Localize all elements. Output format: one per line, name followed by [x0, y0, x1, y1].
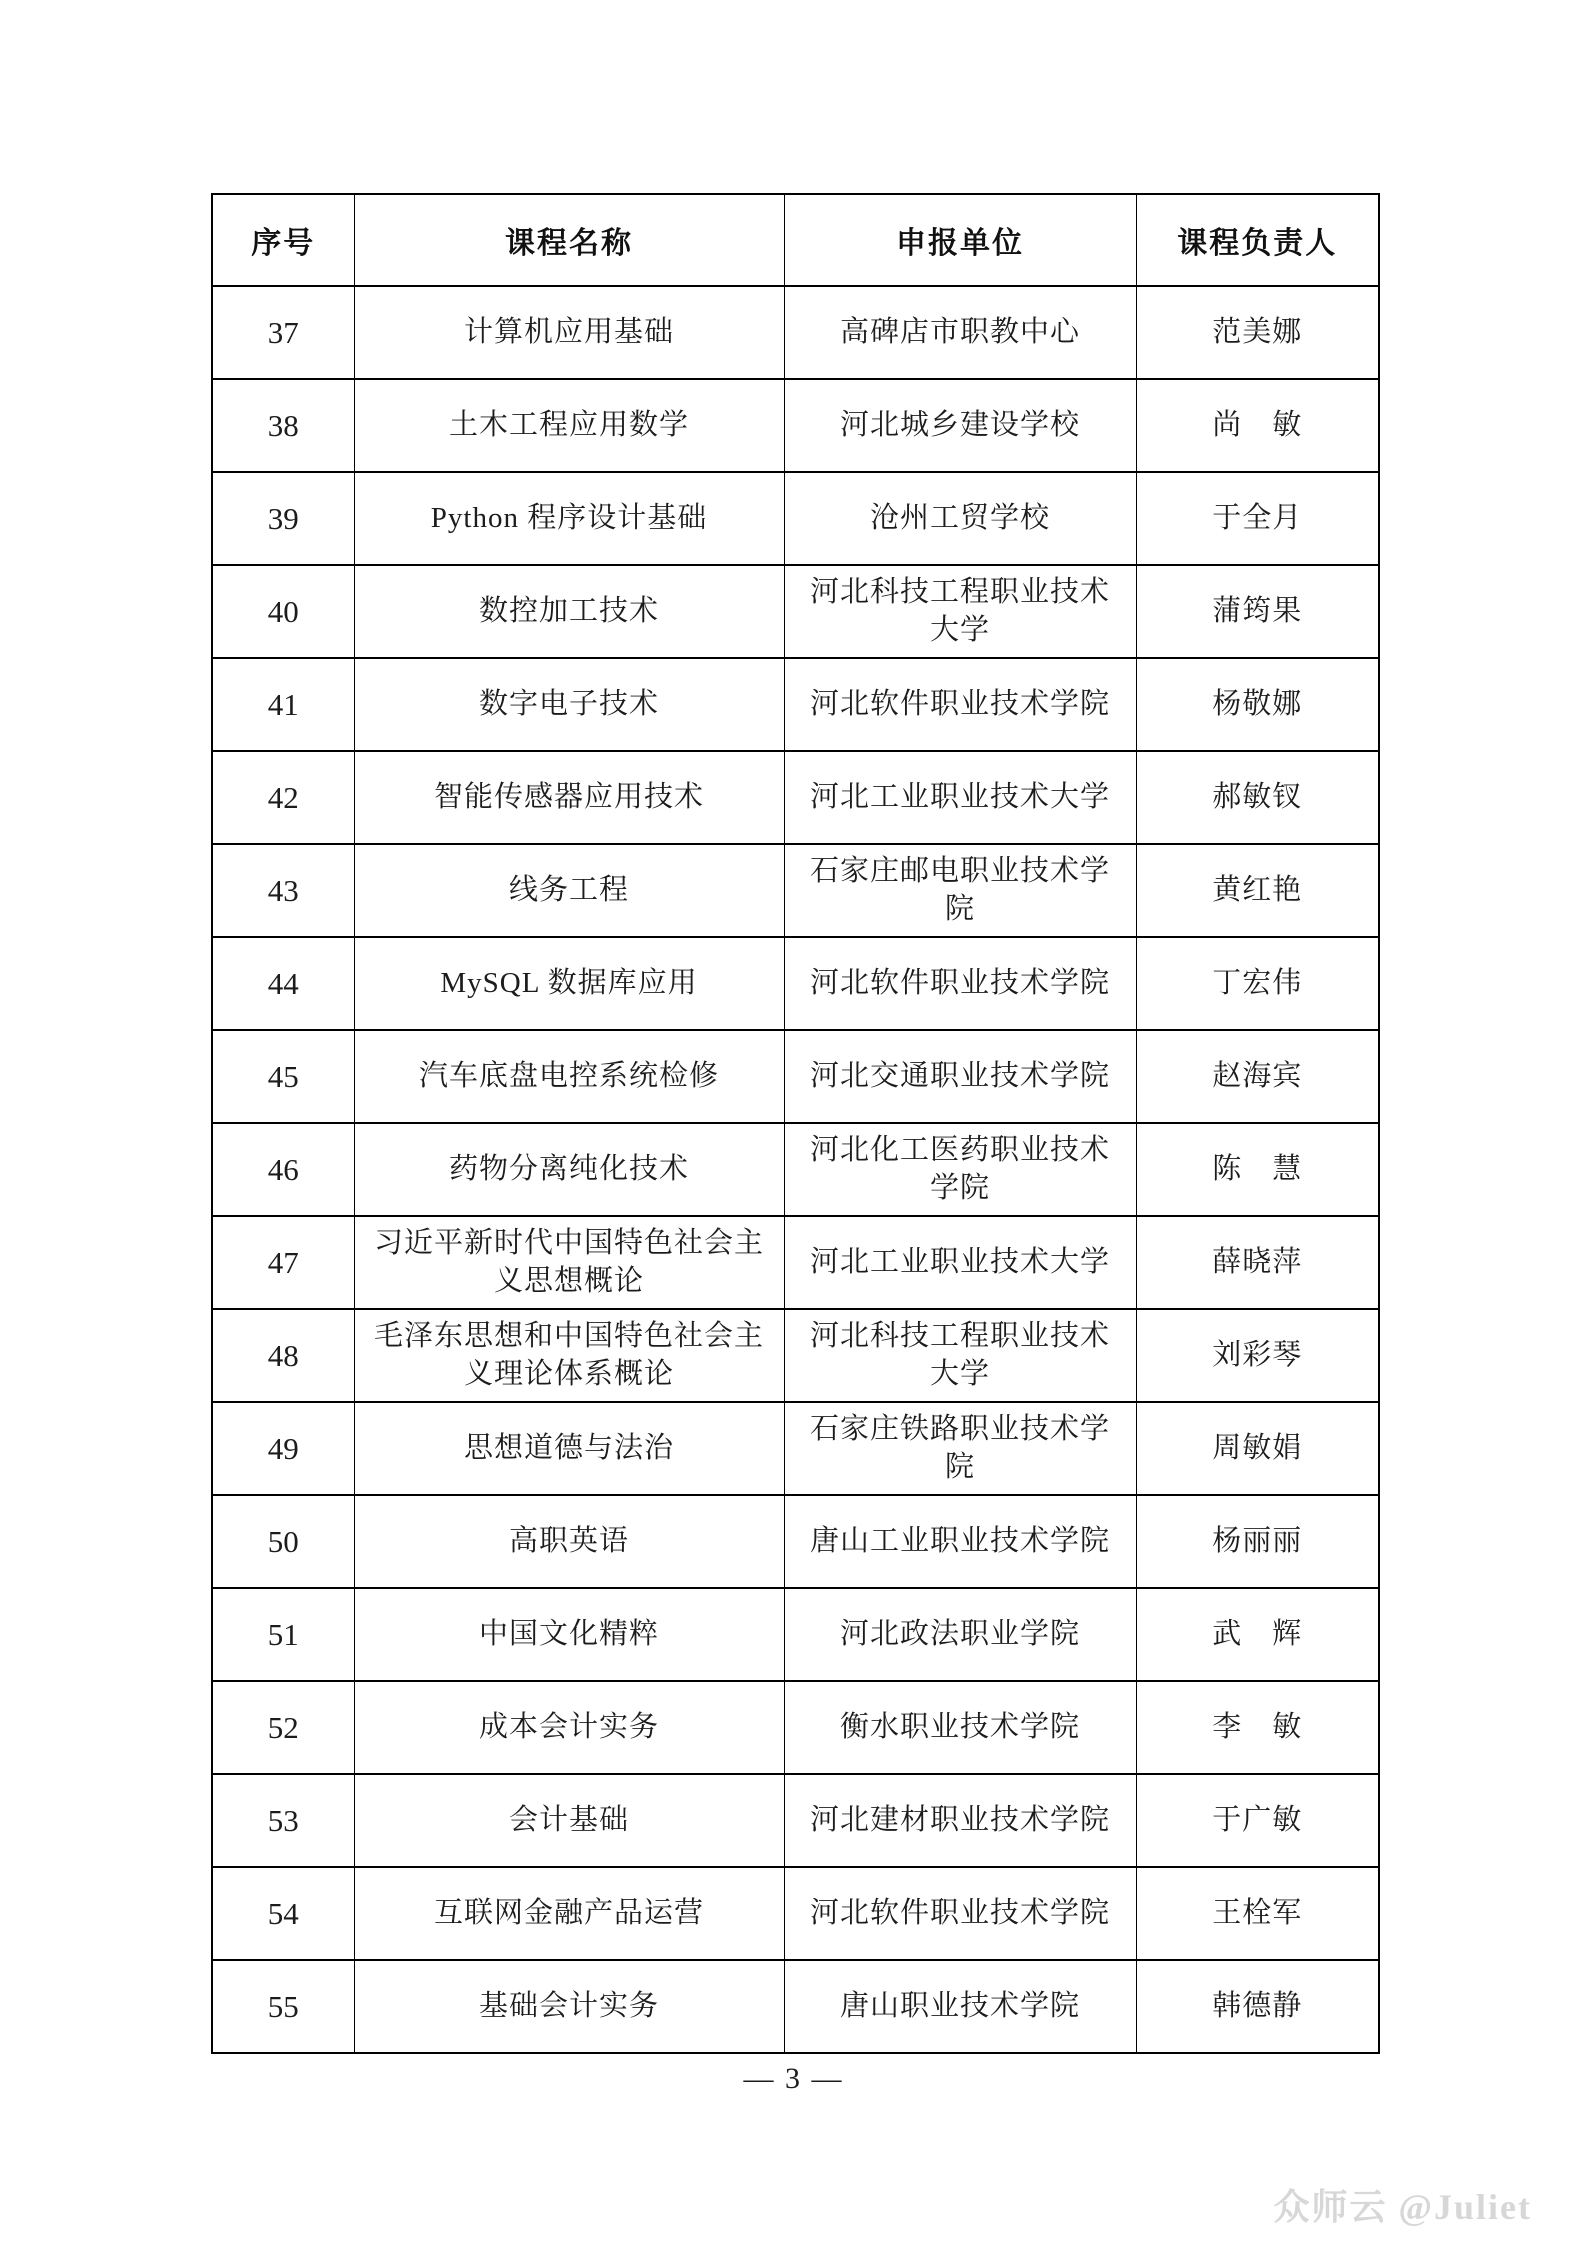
table-row	[212, 1960, 1379, 2053]
course-name-cell: 药物分离纯化技术	[354, 1123, 784, 1216]
person-name-cell: 于广敏	[1136, 1774, 1379, 1867]
course-name-cell: 互联网金融产品运营	[354, 1867, 784, 1960]
table-row	[212, 1030, 1379, 1123]
unit-name-cell: 河北化工医药职业技术学院	[784, 1123, 1136, 1216]
header-cell-person: 课程负责人	[1136, 194, 1379, 286]
row-number-cell: 48	[212, 1309, 354, 1402]
unit-name-cell: 衡水职业技术学院	[784, 1681, 1136, 1774]
row-number-cell: 46	[212, 1123, 354, 1216]
person-name-cell: 韩德静	[1136, 1960, 1379, 2053]
unit-name-cell: 河北工业职业技术大学	[784, 751, 1136, 844]
course-name-cell: 数字电子技术	[354, 658, 784, 751]
table-row	[212, 844, 1379, 937]
row-number-cell: 53	[212, 1774, 354, 1867]
course-name-cell: 数控加工技术	[354, 565, 784, 658]
person-name-cell: 杨丽丽	[1136, 1495, 1379, 1588]
row-number-cell: 51	[212, 1588, 354, 1681]
table-row	[212, 472, 1379, 565]
row-number-cell: 52	[212, 1681, 354, 1774]
row-number-cell: 38	[212, 379, 354, 472]
table-row	[212, 286, 1379, 379]
unit-name-cell: 河北软件职业技术学院	[784, 658, 1136, 751]
unit-name-cell: 河北软件职业技术学院	[784, 937, 1136, 1030]
header-cell-course: 课程名称	[354, 194, 784, 286]
person-name-cell: 李 敏	[1136, 1681, 1379, 1774]
row-number-cell: 45	[212, 1030, 354, 1123]
course-name-cell: 基础会计实务	[354, 1960, 784, 2053]
person-name-cell: 于全月	[1136, 472, 1379, 565]
table-header	[212, 194, 1379, 286]
course-name-cell: 计算机应用基础	[354, 286, 784, 379]
person-name-cell: 丁宏伟	[1136, 937, 1379, 1030]
course-name-cell: 线务工程	[354, 844, 784, 937]
row-number-cell: 42	[212, 751, 354, 844]
row-number-cell: 54	[212, 1867, 354, 1960]
unit-name-cell: 唐山职业技术学院	[784, 1960, 1136, 2053]
person-name-cell: 刘彩琴	[1136, 1309, 1379, 1402]
person-name-cell: 武 辉	[1136, 1588, 1379, 1681]
course-name-cell: 土木工程应用数学	[354, 379, 784, 472]
page-number: — 3 —	[743, 2062, 844, 2095]
course-table	[211, 193, 1380, 2054]
header-cell-unit: 申报单位	[784, 194, 1136, 286]
course-name-cell: 会计基础	[354, 1774, 784, 1867]
row-number-cell: 40	[212, 565, 354, 658]
course-name-cell: 思想道德与法治	[354, 1402, 784, 1495]
row-number-cell: 43	[212, 844, 354, 937]
unit-name-cell: 河北交通职业技术学院	[784, 1030, 1136, 1123]
row-number-cell: 41	[212, 658, 354, 751]
course-name-cell: 习近平新时代中国特色社会主义思想概论	[354, 1216, 784, 1309]
header-row	[212, 194, 1379, 286]
unit-name-cell: 唐山工业职业技术学院	[784, 1495, 1136, 1588]
row-number-cell: 47	[212, 1216, 354, 1309]
course-name-cell: 成本会计实务	[354, 1681, 784, 1774]
row-number-cell: 49	[212, 1402, 354, 1495]
unit-name-cell: 河北建材职业技术学院	[784, 1774, 1136, 1867]
watermark-text: 众师云 @Juliet	[1273, 2187, 1532, 2227]
person-name-cell: 蒲筠果	[1136, 565, 1379, 658]
table-row	[212, 1309, 1379, 1402]
unit-name-cell: 河北科技工程职业技术大学	[784, 1309, 1136, 1402]
unit-name-cell: 石家庄邮电职业技术学院	[784, 844, 1136, 937]
course-name-cell: 中国文化精粹	[354, 1588, 784, 1681]
unit-name-cell: 河北城乡建设学校	[784, 379, 1136, 472]
table-row	[212, 1681, 1379, 1774]
course-name-cell: Python 程序设计基础	[354, 472, 784, 565]
table-body	[212, 286, 1379, 2053]
person-name-cell: 周敏娟	[1136, 1402, 1379, 1495]
person-name-cell: 薛晓萍	[1136, 1216, 1379, 1309]
person-name-cell: 范美娜	[1136, 286, 1379, 379]
unit-name-cell: 河北工业职业技术大学	[784, 1216, 1136, 1309]
table-row	[212, 937, 1379, 1030]
unit-name-cell: 高碑店市职教中心	[784, 286, 1136, 379]
table-row	[212, 1123, 1379, 1216]
table-row	[212, 1774, 1379, 1867]
row-number-cell: 39	[212, 472, 354, 565]
course-name-cell: 高职英语	[354, 1495, 784, 1588]
table-row	[212, 1588, 1379, 1681]
unit-name-cell: 石家庄铁路职业技术学院	[784, 1402, 1136, 1495]
unit-name-cell: 河北软件职业技术学院	[784, 1867, 1136, 1960]
table-row	[212, 1867, 1379, 1960]
row-number-cell: 44	[212, 937, 354, 1030]
row-number-cell: 55	[212, 1960, 354, 2053]
unit-name-cell: 沧州工贸学校	[784, 472, 1136, 565]
course-name-cell: 汽车底盘电控系统检修	[354, 1030, 784, 1123]
person-name-cell: 陈 慧	[1136, 1123, 1379, 1216]
header-cell-no: 序号	[212, 194, 354, 286]
table-row	[212, 1495, 1379, 1588]
person-name-cell: 赵海宾	[1136, 1030, 1379, 1123]
table-row	[212, 379, 1379, 472]
table-row	[212, 658, 1379, 751]
table-row	[212, 751, 1379, 844]
unit-name-cell: 河北科技工程职业技术大学	[784, 565, 1136, 658]
table-row	[212, 565, 1379, 658]
person-name-cell: 郝敏钗	[1136, 751, 1379, 844]
row-number-cell: 37	[212, 286, 354, 379]
person-name-cell: 王栓军	[1136, 1867, 1379, 1960]
unit-name-cell: 河北政法职业学院	[784, 1588, 1136, 1681]
course-name-cell: MySQL 数据库应用	[354, 937, 784, 1030]
person-name-cell: 黄红艳	[1136, 844, 1379, 937]
person-name-cell: 尚 敏	[1136, 379, 1379, 472]
course-name-cell: 毛泽东思想和中国特色社会主义理论体系概论	[354, 1309, 784, 1402]
person-name-cell: 杨敬娜	[1136, 658, 1379, 751]
table-row	[212, 1216, 1379, 1309]
row-number-cell: 50	[212, 1495, 354, 1588]
course-name-cell: 智能传感器应用技术	[354, 751, 784, 844]
table-row	[212, 1402, 1379, 1495]
